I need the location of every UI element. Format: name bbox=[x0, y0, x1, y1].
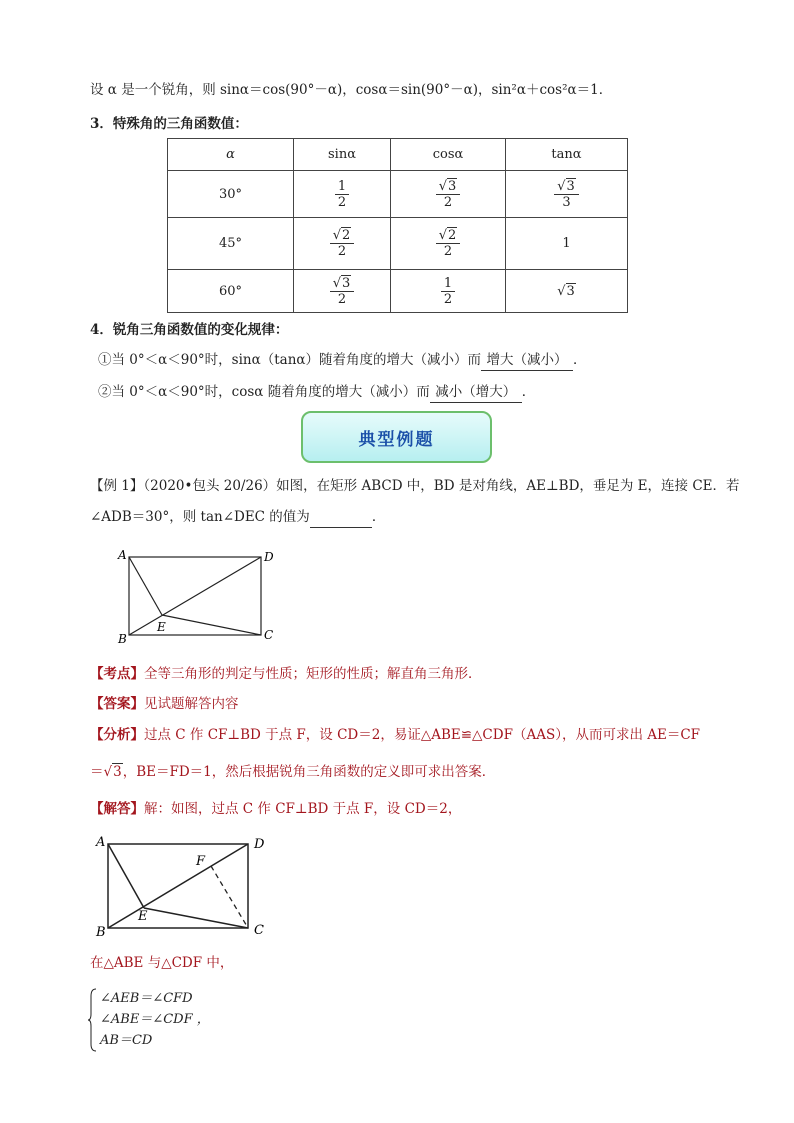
table-cell bbox=[506, 171, 628, 218]
kaodian-line bbox=[90, 664, 482, 684]
answer-tag: 【答案】 bbox=[90, 696, 144, 712]
fraction: $\frac{√2}{2}$ bbox=[330, 228, 355, 259]
example-source: （2020•包头 20/26） bbox=[143, 478, 277, 494]
analysis-text-1: 过点 C 作 CF⊥BD 于点 F，设 CD＝2，易证△ABE≌△CDF（AAS），从而可求出 AE＝CF bbox=[144, 727, 701, 743]
left-brace-icon bbox=[88, 988, 98, 1052]
analysis-line2: ＝√3，BE＝FD＝1，然后根据锐角三角函数的定义即可求出答案． bbox=[90, 764, 496, 780]
table-cell bbox=[294, 270, 391, 313]
rule-1 bbox=[98, 350, 587, 371]
solution-text: 解：如图，过点 C 作 CF⊥BD 于点 F，设 CD＝2， bbox=[144, 801, 462, 817]
analysis-tag: 【分析】 bbox=[90, 727, 144, 743]
rule-1-answer: 增大（减小） bbox=[481, 350, 573, 371]
period: ． bbox=[573, 352, 587, 368]
condition-3: AB＝CD bbox=[100, 1033, 153, 1048]
section4-heading: 4．锐角三角函数值的变化规律： bbox=[90, 322, 289, 338]
period: ． bbox=[371, 509, 386, 525]
fraction: $\frac{1}{2}$ bbox=[441, 276, 455, 307]
example-question-1: 如图，在矩形 ABCD 中，BD 是对角线，AE⊥BD，垂足为 E，连接 CE．若 bbox=[276, 478, 740, 494]
condition-2: ∠ABE＝∠CDF ， bbox=[100, 1012, 210, 1027]
table-cell bbox=[391, 270, 506, 313]
table-cell bbox=[391, 171, 506, 218]
fraction: $\frac{√3}{2}$ bbox=[436, 179, 461, 210]
vertex-label-a: A bbox=[96, 835, 106, 850]
vertex-label-a: A bbox=[118, 548, 127, 562]
table-cell: 60° bbox=[168, 270, 294, 313]
answer-blank bbox=[310, 507, 372, 528]
table-header: tanα bbox=[506, 139, 628, 171]
table-cell bbox=[294, 171, 391, 218]
analysis-line1 bbox=[90, 725, 700, 745]
table-cell bbox=[391, 218, 506, 270]
vertex-label-e: E bbox=[157, 620, 166, 634]
example-question-2: ∠ADB＝30°，则 tan∠DEC 的值为 bbox=[90, 509, 310, 525]
banner-label: 典型例题 bbox=[358, 429, 435, 450]
table-cell: √3 bbox=[506, 270, 628, 313]
fraction: $\frac{√3}{3}$ bbox=[554, 179, 579, 210]
vertex-label-d: D bbox=[264, 550, 274, 564]
analysis-equals: ＝ bbox=[90, 764, 104, 780]
table-cell: 30° bbox=[168, 171, 294, 218]
trig-table bbox=[167, 138, 628, 313]
table-cell: 1 bbox=[506, 218, 628, 270]
table-row bbox=[168, 218, 628, 270]
vertex-label-c: C bbox=[264, 628, 274, 642]
table-cell: 45° bbox=[168, 218, 294, 270]
vertex-label-e: E bbox=[138, 909, 148, 924]
vertex-label-c: C bbox=[254, 923, 264, 938]
table-row bbox=[168, 270, 628, 313]
vertex-label-d: D bbox=[254, 837, 265, 852]
table-header: cosα bbox=[391, 139, 506, 171]
rule-1-text: ①当 0°＜α＜90°时，sinα（tanα）随着角度的增大（减小）而 bbox=[98, 352, 482, 368]
congruence-conditions bbox=[100, 988, 210, 1051]
vertex-label-b: B bbox=[118, 632, 127, 645]
fraction: $\frac{1}{2}$ bbox=[335, 179, 349, 210]
answer-line bbox=[90, 694, 239, 714]
vertex-label-b: B bbox=[96, 925, 106, 940]
table-header: sinα bbox=[294, 139, 391, 171]
typical-examples-banner bbox=[301, 411, 492, 463]
period: ． bbox=[521, 384, 536, 400]
analysis-sqrt: 3 bbox=[113, 764, 122, 780]
example1-line2 bbox=[90, 507, 385, 528]
kaodian-text: 全等三角形的判定与性质；矩形的性质；解直角三角形． bbox=[144, 666, 482, 682]
table-row bbox=[168, 171, 628, 218]
table-header: α bbox=[168, 139, 294, 171]
figure-rectangle-2 bbox=[90, 832, 280, 942]
fraction: $\frac{√2}{2}$ bbox=[436, 228, 461, 259]
condition-1: ∠AEB＝∠CFD bbox=[100, 991, 193, 1006]
solution-line bbox=[90, 799, 461, 819]
table-cell bbox=[294, 218, 391, 270]
fraction: $\frac{√3}{2}$ bbox=[330, 276, 355, 307]
rule-2-text: ②当 0°＜α＜90°时，cosα 随着角度的增大（减小）而 bbox=[98, 384, 430, 400]
analysis-text-2: ，BE＝FD＝1，然后根据锐角三角函数的定义即可求出答案． bbox=[122, 764, 496, 780]
rule-2 bbox=[98, 382, 535, 403]
example1-line1 bbox=[90, 476, 740, 496]
intro-text: 设 α 是一个锐角，则 sinα＝cos(90°－α)，cosα＝sin(90°－α)，sin²α＋cos²α＝1． bbox=[90, 82, 613, 98]
vertex-label-f: F bbox=[196, 854, 206, 869]
in-triangles-line: 在△ABE 与△CDF 中， bbox=[90, 955, 234, 971]
kaodian-tag: 【考点】 bbox=[90, 666, 144, 682]
section3-heading: 3．特殊角的三角函数值： bbox=[90, 116, 248, 132]
answer-text: 见试题解答内容 bbox=[144, 696, 239, 712]
rule-2-answer: 减小（增大） bbox=[430, 382, 522, 403]
example-tag: 【例 1】 bbox=[90, 478, 144, 494]
solution-tag: 【解答】 bbox=[90, 801, 144, 817]
figure-rectangle-1 bbox=[110, 545, 280, 645]
